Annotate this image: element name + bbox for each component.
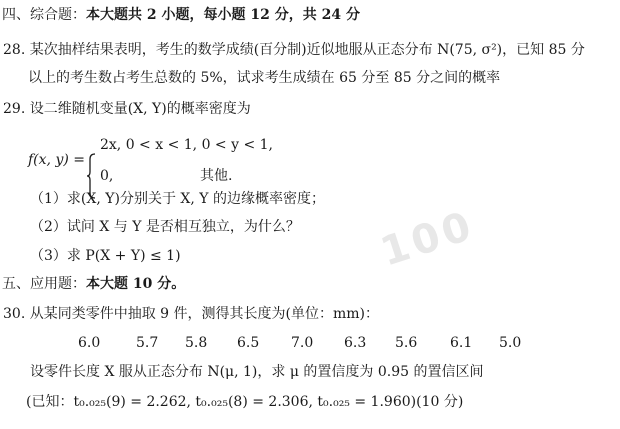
section4-heading-prefix: 四、综合题： (2, 7, 86, 23)
q29-part2: （2）试问 X 与 Y 是否相互独立，为什么？ (30, 219, 300, 235)
q30-value: 7.0 (291, 335, 314, 351)
section5-heading-rest: 本大题 10 分。 (86, 276, 186, 292)
q29-case1: 2x, 0 < x < 1, 0 < y < 1, (100, 137, 274, 153)
q28-line1: 28. 某次抽样结果表明，考生的数学成绩(百分制)近似地服从正态分布 N(75, σ²)，已知 85 分 (3, 42, 585, 58)
section4-heading (2, 6, 360, 24)
q30-value: 5.0 (499, 335, 522, 351)
q30-value: 6.3 (344, 335, 367, 351)
section4-heading-rest: 本大题共 2 小题，每小题 12 分，共 24 分 (86, 7, 360, 23)
q30-value: 5.8 (185, 335, 208, 351)
q30-value: 6.1 (450, 335, 473, 351)
q30-line1: 30. 从某同类零件中抽取 9 件，测得其长度为(单位：mm)： (3, 306, 379, 322)
q30-value: 5.7 (136, 335, 159, 351)
q30-line4: (已知：t₀.₀₂₅(9) = 2.262, t₀.₀₂₅(8) = 2.306, t₀.₀₂₅ = 1.960)(10 分) (26, 394, 464, 410)
section5-heading-prefix: 五、应用题： (2, 276, 86, 292)
watermark: 100 (375, 202, 481, 276)
q30-line3: 设零件长度 X 服从正态分布 N(μ, 1)，求 μ 的置信度为 0.95 的置信区间 (30, 364, 484, 380)
q30-value: 6.5 (237, 335, 260, 351)
q29-intro: 29. 设二维随机变量(X, Y)的概率密度为 (3, 101, 251, 117)
q29-case2-value: 0, (100, 168, 114, 184)
q29-pdf-lhs: f(x, y) = (28, 152, 85, 168)
q29-part3: （3）求 P(X + Y) ≤ 1) (30, 248, 181, 264)
q28-line2: 以上的考生数占考生总数的 5%，试求考生成绩在 65 分至 85 分之间的概率 (28, 70, 501, 86)
q30-value: 5.6 (395, 335, 418, 351)
q29-part1: （1）求(X, Y)分别关于 X, Y 的边缘概率密度； (30, 191, 325, 207)
section5-heading (2, 275, 185, 293)
q29-case2-condition: 其他. (200, 168, 233, 184)
q30-value: 6.0 (78, 335, 101, 351)
